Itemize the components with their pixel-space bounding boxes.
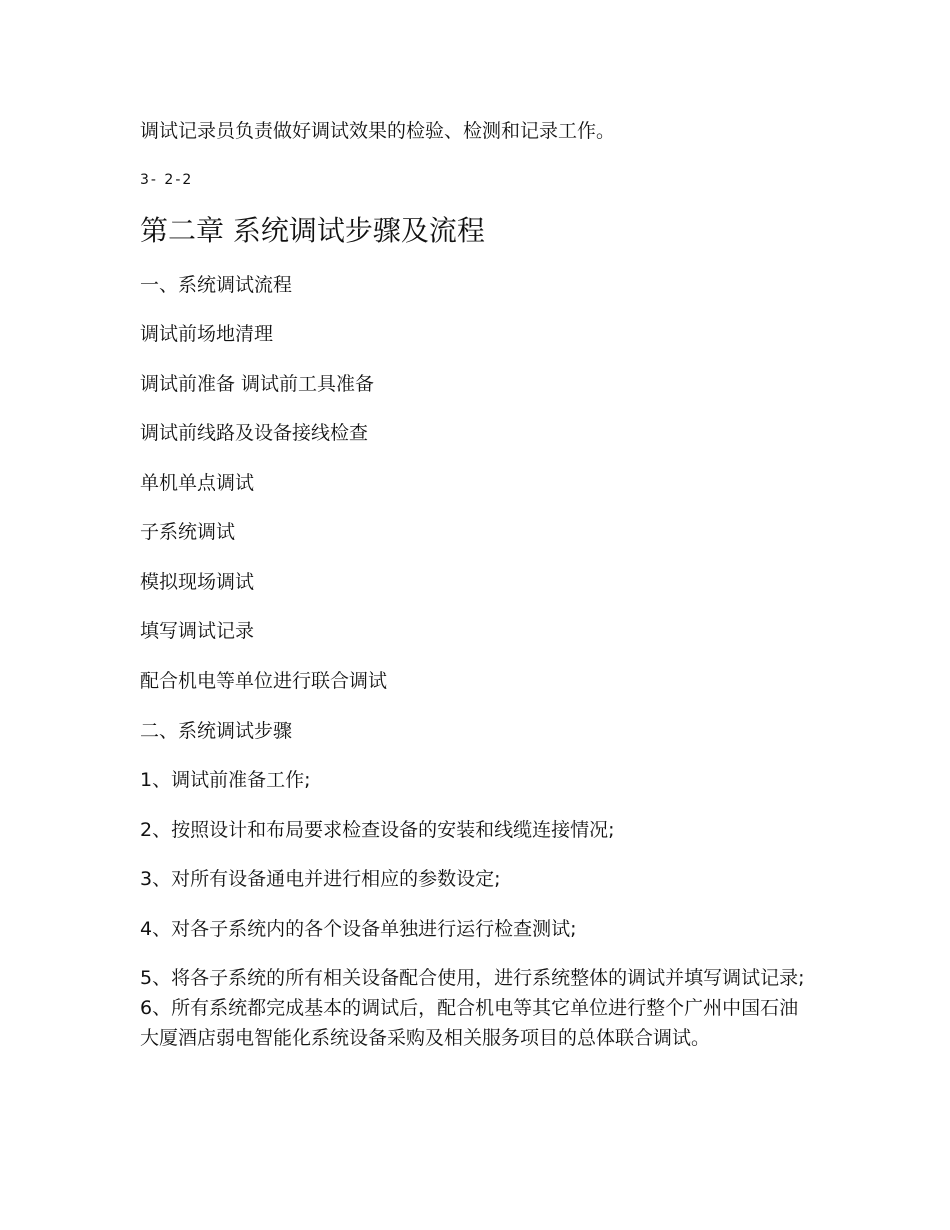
section-code: 3- 2-2 bbox=[140, 172, 194, 188]
section-heading-flow: 一、系统调试流程 bbox=[140, 274, 293, 296]
chapter-title: 第二章 系统调试步骤及流程 bbox=[140, 214, 485, 247]
flow-item: 子系统调试 bbox=[140, 521, 236, 543]
step-item: 3、对所有设备通电并进行相应的参数设定; bbox=[140, 868, 501, 890]
step-item: 4、对各子系统内的各个设备单独进行运行检查测试; bbox=[140, 918, 577, 940]
flow-item: 单机单点调试 bbox=[140, 472, 255, 494]
flow-item: 配合机电等单位进行联合调试 bbox=[140, 670, 388, 692]
flow-item: 调试前场地清理 bbox=[140, 323, 274, 345]
flow-item: 模拟现场调试 bbox=[140, 571, 255, 593]
step-item: 2、按照设计和布局要求检查设备的安装和线缆连接情况; bbox=[140, 819, 615, 841]
step-paragraph: 5、将各子系统的所有相关设备配合使用，进行系统整体的调试并填写调试记录; 6、所有系统都完成基本的调试后，配合机电等其它单位进行整个广州中国石油大厦酒店弱电智能化系统设备采购及相关服务项目的总体联合调试。 bbox=[140, 967, 805, 1049]
flow-item: 调试前准备 调试前工具准备 bbox=[140, 373, 375, 395]
step-item: 1、调试前准备工作; bbox=[140, 769, 311, 791]
section-heading-steps: 二、系统调试步骤 bbox=[140, 720, 293, 742]
intro-text: 调试记录员负责做好调试效果的检验、检测和记录工作。 bbox=[140, 120, 616, 142]
flow-item: 调试前线路及设备接线检查 bbox=[140, 422, 369, 444]
flow-item: 填写调试记录 bbox=[140, 620, 255, 642]
